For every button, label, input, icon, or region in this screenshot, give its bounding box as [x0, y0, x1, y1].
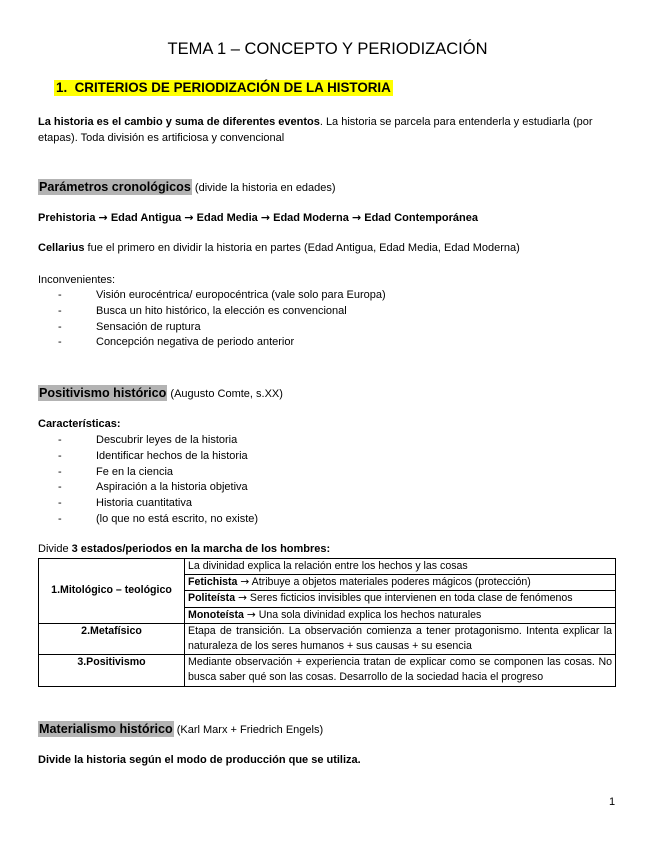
page-title: TEMA 1 – CONCEPTO Y PERIODIZACIÓN [167, 40, 488, 58]
list-item [58, 433, 478, 449]
materialismo-divide: Divide la historia según el modo de producción que se utiliza. [38, 754, 361, 766]
table-cell: Mediante observación + experiencia tratan de explicar como se componen las cosas. No busca saber qué son las cosas. Desarrollo de la sociedad hacia el progreso [185, 655, 616, 686]
positivismo-note: (Augusto Comte, s.XX) [167, 388, 283, 400]
intro-line-1 [38, 116, 593, 128]
list-item [58, 449, 478, 465]
cell-text: Una sola divinidad explica los hechos naturales [255, 608, 482, 621]
arrow-right-icon: → [238, 592, 247, 605]
list-item-text: Visión eurocéntrica/ europocéntrica (vale solo para Europa) [96, 289, 386, 301]
cell-text: Atribuye a objetos materiales poderes mágicos (protección) [249, 576, 531, 589]
cellarius-text: fue el primero en dividir la historia en partes (Edad Antigua, Edad Media, Edad Moderna) [84, 242, 520, 254]
table-row [39, 559, 616, 575]
list-item-text: Fe en la ciencia [96, 465, 174, 478]
cell-bold: Fetichista [188, 576, 238, 589]
table-cell-label: 3.Positivismo [39, 655, 185, 686]
intro-rest: . La historia se parcela para entenderla y estudiarla (por [319, 116, 593, 128]
dash-bullet: - [58, 336, 62, 349]
dash-bullet: - [58, 465, 62, 478]
cellarius-name: Cellarius [38, 242, 85, 254]
edad-item: Edad Moderna [273, 212, 349, 224]
list-item [58, 512, 478, 528]
list-item-text: Descubrir leyes de la historia [96, 434, 238, 446]
table-row [39, 655, 616, 686]
list-item [58, 465, 478, 481]
materialismo-heading: Materialismo histórico [39, 722, 173, 736]
cell-bold: Monoteísta [188, 608, 244, 621]
dash-bullet: - [58, 434, 62, 446]
list-item-text: Identificar hechos de la historia [96, 449, 248, 462]
caracteristicas-list [58, 433, 478, 528]
list-item [58, 320, 478, 336]
list-item [58, 304, 478, 320]
table-cell [185, 559, 616, 575]
section-title: CRITERIOS DE PERIODIZACIÓN DE LA HISTORIA [74, 80, 391, 95]
divide-bold: 3 estados/periodos en la marcha de los hombres: [71, 543, 331, 555]
dash-bullet: - [58, 512, 62, 525]
arrow-right-icon: → [260, 211, 271, 224]
section-number: 1. [56, 80, 68, 95]
arrow-right-icon: → [240, 576, 250, 589]
cronologicos-heading: Parámetros cronológicos [39, 180, 191, 194]
section-heading [54, 80, 393, 95]
dash-bullet: - [58, 497, 62, 510]
dash-bullet: - [58, 320, 62, 333]
table-cell [185, 607, 616, 623]
table-cell-label: 1.Mitológico – teológico [39, 559, 185, 624]
list-item-text: Historia cuantitativa [96, 497, 192, 510]
table-cell [185, 575, 616, 591]
intro-bold: La historia es el cambio y suma de diferentes eventos [38, 116, 320, 128]
arrow-right-icon: → [184, 211, 194, 224]
cell-text: La divinidad explica la relación entre los hechos y las cosas [188, 560, 468, 572]
list-item [58, 496, 478, 512]
cell-text: Seres ficticios invisibles que intervienen en toda clase de fenómenos [246, 592, 573, 605]
table-cell [185, 591, 616, 607]
edad-item: Edad Antigua [110, 212, 182, 224]
divide-prefix: Divide [38, 543, 72, 555]
positivismo-heading-row [38, 384, 283, 402]
divide-estados-line [38, 543, 330, 555]
dash-bullet: - [58, 449, 62, 462]
list-item-text: Sensación de ruptura [96, 320, 201, 333]
arrow-right-icon: → [246, 608, 256, 621]
arrow-right-icon: → [351, 211, 362, 224]
list-item [58, 288, 478, 304]
dash-bullet: - [58, 304, 62, 317]
positivismo-heading: Positivismo histórico [39, 386, 167, 400]
estados-table [38, 558, 616, 687]
edades-sequence [38, 211, 478, 224]
arrow-right-icon: → [98, 211, 108, 224]
cronologicos-note: (divide la historia en edades) [191, 182, 336, 194]
inconvenientes-list [58, 288, 478, 351]
table-cell: Etapa de transición. La observación comienza a tener protagonismo. Intenta explicar la naturaleza de los seres humanos + sus causas + su esencia [185, 623, 616, 654]
edad-item: Edad Media [196, 212, 258, 224]
table-cell-label: 2.Metafísico [39, 623, 185, 654]
materialismo-heading-row [38, 720, 323, 738]
intro-line-2: etapas). Toda división es artificiosa y convencional [38, 132, 285, 144]
caracteristicas-label: Características: [38, 418, 121, 430]
cell-bold: Politeísta [188, 592, 236, 605]
list-item-text: Aspiración a la historia objetiva [96, 481, 248, 494]
list-item-text: Concepción negativa de periodo anterior [96, 336, 295, 349]
dash-bullet: - [58, 481, 62, 494]
list-item [58, 335, 478, 351]
table-row [39, 623, 616, 654]
list-item-text: (lo que no está escrito, no existe) [96, 512, 259, 525]
list-item [58, 480, 478, 496]
cronologicos-heading-row [38, 178, 336, 196]
edad-item: Edad Contemporánea [364, 212, 478, 224]
dash-bullet: - [58, 289, 62, 301]
edad-item: Prehistoria [38, 212, 96, 224]
cellarius-line [38, 242, 520, 254]
materialismo-note: (Karl Marx + Friedrich Engels) [173, 724, 324, 736]
inconvenientes-label: Inconvenientes: [38, 274, 116, 286]
page-number: 1 [609, 796, 616, 808]
section-heading-highlight [54, 80, 393, 96]
list-item-text: Busca un hito histórico, la elección es convencional [96, 304, 347, 317]
